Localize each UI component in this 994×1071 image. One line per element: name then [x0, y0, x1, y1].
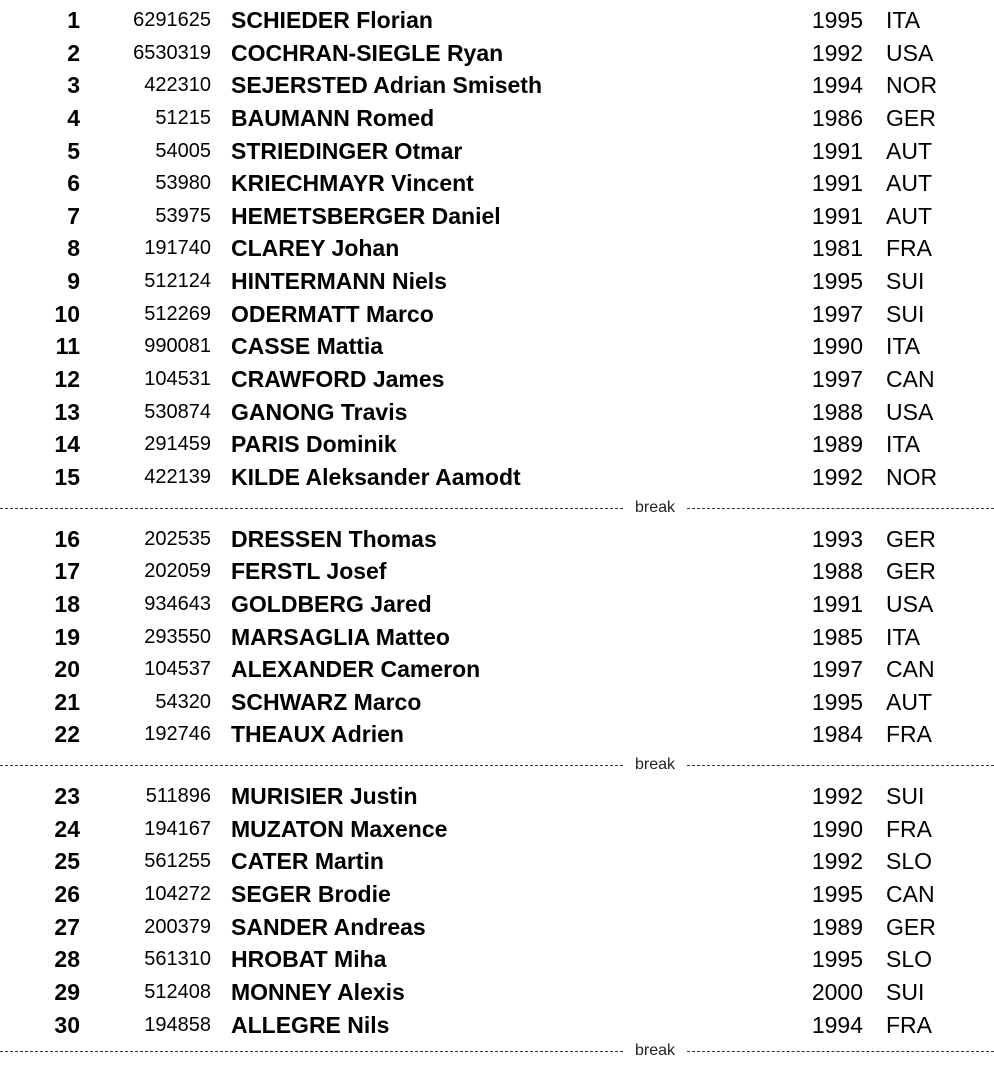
- bib-number: 10: [54, 300, 80, 327]
- nation-code: FRA: [886, 235, 932, 262]
- racer-row: [0, 363, 994, 396]
- bib-number: 24: [54, 815, 80, 842]
- birth-year: 1994: [811, 1011, 863, 1038]
- racer-name: MURISIER Justin: [231, 783, 418, 810]
- racer-row: [0, 69, 994, 102]
- birth-year: 1984: [811, 721, 863, 748]
- racer-name: CASSE Mattia: [231, 333, 384, 360]
- racer-name: DRESSEN Thomas: [231, 525, 437, 552]
- racer-name: CLAREY Johan: [231, 235, 400, 262]
- racer-name: BAUMANN Romed: [231, 104, 435, 131]
- nation-code: SLO: [886, 848, 933, 875]
- racer-name: MUZATON Maxence: [231, 815, 448, 842]
- racer-name: ALEXANDER Cameron: [231, 656, 481, 683]
- fis-code: 530874: [144, 400, 211, 423]
- nation-code: AUT: [886, 137, 932, 164]
- nation-code: GER: [886, 104, 936, 131]
- nation-code: FRA: [886, 815, 932, 842]
- nation-code: SUI: [886, 268, 925, 295]
- racer-row: [0, 135, 994, 168]
- nation-code: NOR: [886, 72, 938, 99]
- fis-code: 104531: [144, 368, 211, 391]
- birth-year: 1990: [811, 815, 863, 842]
- birth-year: 1991: [811, 202, 863, 229]
- bib-number: 19: [54, 623, 80, 650]
- birth-year: 1994: [811, 72, 863, 99]
- racer-name: SEJERSTED Adrian Smiseth: [231, 72, 543, 99]
- nation-code: USA: [886, 590, 934, 617]
- nation-code: CAN: [886, 656, 935, 683]
- racer-row: [0, 232, 994, 265]
- racer-row: [0, 878, 994, 911]
- racer-name: SCHWARZ Marco: [231, 688, 422, 715]
- racer-name: SCHIEDER Florian: [231, 7, 433, 33]
- bib-number: 15: [54, 463, 80, 490]
- fis-code: 104537: [144, 658, 211, 681]
- nation-code: CAN: [886, 881, 935, 908]
- dashed-divider: [687, 765, 994, 766]
- bib-number: 2: [67, 39, 80, 66]
- racer-row: [0, 621, 994, 654]
- racer-row: [0, 37, 994, 70]
- bib-number: 9: [67, 268, 80, 295]
- break-label: break: [634, 498, 676, 516]
- racer-name: COCHRAN-SIEGLE Ryan: [231, 39, 504, 66]
- nation-code: AUT: [886, 170, 932, 197]
- birth-year: 1995: [811, 881, 863, 908]
- birth-year: 1997: [811, 300, 863, 327]
- racer-name: SANDER Andreas: [231, 913, 426, 940]
- birth-year: 1995: [811, 7, 863, 33]
- bib-number: 7: [67, 202, 80, 229]
- nation-code: AUT: [886, 688, 932, 715]
- birth-year: 1992: [811, 848, 863, 875]
- racer-name: KILDE Aleksander Aamodt: [231, 463, 521, 490]
- nation-code: USA: [886, 39, 934, 66]
- racer-name: GOLDBERG Jared: [231, 590, 432, 617]
- racer-row: [0, 1009, 994, 1042]
- birth-year: 1991: [811, 590, 863, 617]
- racer-name: CATER Martin: [231, 848, 384, 875]
- racer-row: [0, 845, 994, 878]
- racer-name: GANONG Travis: [231, 398, 408, 425]
- bib-number: 1: [67, 7, 80, 33]
- birth-year: 1993: [811, 525, 863, 552]
- birth-year: 1989: [811, 431, 863, 458]
- racer-row: [0, 588, 994, 621]
- bib-number: 3: [67, 72, 80, 99]
- nation-code: GER: [886, 913, 936, 940]
- dashed-divider: [0, 765, 623, 766]
- fis-code: 194858: [144, 1013, 211, 1036]
- bib-number: 28: [54, 946, 80, 973]
- fis-code: 512408: [144, 980, 211, 1003]
- nation-code: FRA: [886, 1011, 932, 1038]
- fis-code: 6530319: [133, 41, 211, 64]
- bib-number: 11: [55, 333, 80, 360]
- nation-code: NOR: [886, 463, 938, 490]
- bib-number: 27: [54, 913, 80, 940]
- bib-number: 14: [54, 431, 80, 458]
- fis-code: 6291625: [133, 9, 211, 31]
- racer-row: [0, 718, 994, 751]
- break-label: break: [634, 756, 676, 774]
- birth-year: 1985: [811, 623, 863, 650]
- bib-number: 12: [54, 366, 80, 393]
- racer-name: HINTERMANN Niels: [231, 268, 447, 295]
- bib-number: 18: [54, 590, 80, 617]
- birth-year: 1995: [811, 688, 863, 715]
- start-list: [0, 4, 994, 1071]
- racer-row: [0, 4, 994, 37]
- bib-number: 4: [67, 104, 80, 131]
- nation-code: ITA: [886, 623, 921, 650]
- fis-code: 192746: [144, 723, 211, 746]
- birth-year: 1981: [811, 235, 863, 262]
- bib-number: 20: [54, 656, 80, 683]
- break-separator: [0, 1041, 994, 1071]
- racer-name: CRAWFORD James: [231, 366, 445, 393]
- fis-code: 53975: [155, 204, 211, 227]
- birth-year: 1995: [811, 268, 863, 295]
- birth-year: 1992: [811, 783, 863, 810]
- birth-year: 1988: [811, 558, 863, 585]
- dashed-divider: [687, 1051, 994, 1052]
- racer-row: [0, 102, 994, 135]
- fis-code: 51215: [155, 106, 211, 129]
- nation-code: SUI: [886, 783, 925, 810]
- fis-code: 422139: [144, 465, 211, 488]
- bib-number: 30: [54, 1011, 80, 1038]
- racer-name: SEGER Brodie: [231, 881, 391, 908]
- racer-name: THEAUX Adrien: [231, 721, 404, 748]
- break-separator: [0, 494, 994, 523]
- fis-code: 54320: [155, 690, 211, 713]
- bib-number: 13: [54, 398, 80, 425]
- break-label: break: [634, 1042, 676, 1060]
- racer-row: [0, 976, 994, 1009]
- fis-code: 512124: [144, 270, 211, 293]
- racer-row: [0, 686, 994, 719]
- dashed-divider: [0, 508, 623, 509]
- racer-row: [0, 461, 994, 494]
- nation-code: SUI: [886, 300, 925, 327]
- birth-year: 1992: [811, 39, 863, 66]
- dashed-divider: [0, 1051, 623, 1052]
- racer-row: [0, 943, 994, 976]
- nation-code: ITA: [886, 333, 921, 360]
- fis-code: 200379: [144, 915, 211, 938]
- racer-row: [0, 555, 994, 588]
- birth-year: 1997: [811, 366, 863, 393]
- nation-code: ITA: [886, 7, 921, 33]
- racer-row: [0, 813, 994, 846]
- fis-code: 561310: [144, 948, 211, 971]
- birth-year: 1997: [811, 656, 863, 683]
- birth-year: 1986: [811, 104, 863, 131]
- nation-code: SUI: [886, 978, 925, 1005]
- fis-code: 202535: [144, 527, 211, 550]
- birth-year: 1989: [811, 913, 863, 940]
- fis-code: 104272: [144, 883, 211, 906]
- racer-name: KRIECHMAYR Vincent: [231, 170, 474, 197]
- fis-code: 934643: [144, 592, 211, 615]
- fis-code: 990081: [144, 335, 211, 358]
- fis-code: 293550: [144, 625, 211, 648]
- racer-row: [0, 265, 994, 298]
- fis-code: 561255: [144, 850, 211, 873]
- bib-number: 16: [54, 525, 80, 552]
- racer-row: [0, 200, 994, 233]
- racer-name: ALLEGRE Nils: [231, 1011, 390, 1038]
- bib-number: 5: [67, 137, 80, 164]
- fis-code: 511896: [145, 785, 211, 808]
- racer-row: [0, 428, 994, 461]
- racer-name: HROBAT Miha: [231, 946, 387, 973]
- fis-code: 194167: [144, 817, 211, 840]
- fis-code: 54005: [155, 139, 211, 162]
- bib-number: 23: [54, 783, 80, 810]
- break-separator: [0, 751, 994, 780]
- racer-row: [0, 396, 994, 429]
- nation-code: ITA: [886, 431, 921, 458]
- dashed-divider: [687, 508, 994, 509]
- racer-name: PARIS Dominik: [231, 431, 397, 458]
- fis-code: 291459: [144, 433, 211, 456]
- birth-year: 1990: [811, 333, 863, 360]
- birth-year: 1991: [811, 137, 863, 164]
- racer-name: HEMETSBERGER Daniel: [231, 202, 501, 229]
- fis-code: 53980: [155, 172, 211, 195]
- fis-code: 191740: [144, 237, 211, 260]
- racer-row: [0, 523, 994, 556]
- racer-row: [0, 330, 994, 363]
- nation-code: CAN: [886, 366, 935, 393]
- fis-code: 512269: [144, 302, 211, 325]
- racer-name: FERSTL Josef: [231, 558, 387, 585]
- racer-name: MONNEY Alexis: [231, 978, 405, 1005]
- birth-year: 2000: [811, 978, 863, 1005]
- bib-number: 21: [54, 688, 80, 715]
- fis-code: 202059: [144, 560, 211, 583]
- nation-code: FRA: [886, 721, 932, 748]
- bib-number: 22: [54, 721, 80, 748]
- nation-code: AUT: [886, 202, 932, 229]
- birth-year: 1995: [811, 946, 863, 973]
- nation-code: USA: [886, 398, 934, 425]
- bib-number: 25: [54, 848, 80, 875]
- racer-row: [0, 298, 994, 331]
- bib-number: 8: [67, 235, 80, 262]
- racer-row: [0, 167, 994, 200]
- birth-year: 1991: [811, 170, 863, 197]
- bib-number: 29: [54, 978, 80, 1005]
- nation-code: GER: [886, 558, 936, 585]
- racer-name: STRIEDINGER Otmar: [231, 137, 463, 164]
- nation-code: GER: [886, 525, 936, 552]
- bib-number: 26: [54, 881, 80, 908]
- racer-row: [0, 653, 994, 686]
- birth-year: 1988: [811, 398, 863, 425]
- racer-name: MARSAGLIA Matteo: [231, 623, 450, 650]
- nation-code: SLO: [886, 946, 933, 973]
- bib-number: 17: [54, 558, 80, 585]
- racer-row: [0, 780, 994, 813]
- birth-year: 1992: [811, 463, 863, 490]
- racer-name: ODERMATT Marco: [231, 300, 434, 327]
- racer-row: [0, 911, 994, 944]
- fis-code: 422310: [144, 74, 211, 97]
- bib-number: 6: [67, 170, 80, 197]
